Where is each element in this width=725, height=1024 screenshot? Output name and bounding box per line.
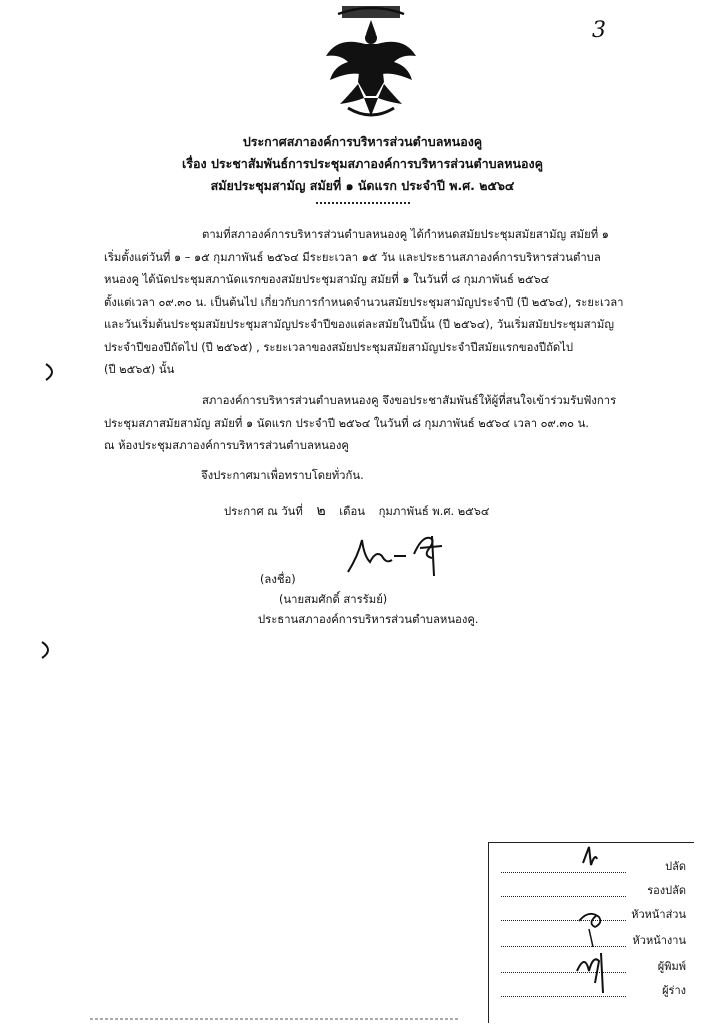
paragraph-line: (ปี ๒๕๖๕) นั้น xyxy=(104,363,175,376)
stamp-row-label: หัวหน้างาน xyxy=(632,934,686,947)
page-number: 3 xyxy=(592,18,606,43)
paragraph-line: ประจำปีของปีถัดไป (ปี ๒๕๖๕) , ระยะเวลาของสมัยประชุมสมัยสามัญประจำปีสมัยแรกของปีถัดไป xyxy=(104,340,574,354)
stamp-row-label: ผู้ร่าง xyxy=(662,984,686,997)
announcement-date xyxy=(224,500,489,522)
stamp-row-label: ผู้พิมพ์ xyxy=(657,960,686,973)
handwritten-initials xyxy=(569,843,649,1018)
routing-stamp xyxy=(488,842,694,1023)
paragraph-line: และวันเริ่มต้นประชุมสมัยประชุมสามัญประจำปีของแต่ละสมัยในปีนั้น (ปี ๒๕๖๔), วันเริ่มสมัยประชุมสามัญ xyxy=(104,318,614,331)
body-paragraph-2 xyxy=(104,390,616,458)
announcement-session: สมัยประชุมสามัญ สมัยที่ ๑ นัดแรก ประจำปี พ.ศ. ๒๕๖๔ xyxy=(210,178,515,193)
paragraph-line: หนองคู ได้นัดประชุมสภานัดแรกของสมัยประชุมสามัญ สมัยที่ ๑ ในวันที่ ๘ กุมภาพันธ์ ๒๕๖๔ xyxy=(104,273,550,286)
paragraph-line: ณ ห้องประชุมสภาองค์การบริหารส่วนตำบลหนองคู xyxy=(104,439,349,452)
binder-hole-icon xyxy=(42,362,60,382)
header-divider xyxy=(316,194,410,204)
date-prefix: ประกาศ ณ วันที่ xyxy=(224,505,303,518)
garuda-seal xyxy=(318,0,424,122)
closing-statement: จึงประกาศมาเพื่อทราบโดยทั่วกัน. xyxy=(201,469,364,482)
paragraph-line: ประชุมสภาสมัยสามัญ สมัยที่ ๑ นัดแรก ประจำปี ๒๕๖๔ ในวันที่ ๘ กุมภาพันธ์ ๒๕๖๔ เวลา ๐๙.๓๐ น. xyxy=(104,416,589,430)
handwritten-signature xyxy=(344,526,464,586)
paragraph-line: สภาองค์การบริหารส่วนตำบลหนองคู จึงขอประชาสัมพันธ์ให้ผู้ที่สนใจเข้าร่วมรับฟังการ xyxy=(202,394,617,407)
paragraph-line: เริ่มตั้งแต่วันที่ ๑ – ๑๕ กุมภาพันธ์ ๒๕๖๔ มีระยะเวลา ๑๕ วัน และประธานสภาองค์การบริหารส่วนตำบล xyxy=(104,250,601,264)
date-month-year: กุมภาพันธ์ พ.ศ. ๒๕๖๔ xyxy=(378,505,490,518)
body-paragraph-1 xyxy=(104,224,624,382)
date-day: ๒ xyxy=(316,503,326,519)
announcement-subject: เรื่อง ประชาสัมพันธ์การประชุมสภาองค์การบริหารส่วนตำบลหนองคู xyxy=(182,156,543,171)
paragraph-line: ตั้งแต่เวลา ๐๙.๓๐ น. เป็นต้นไป เกี่ยวกับการกำหนดจำนวนสมัยประชุมสามัญประจำปี (ปี ๒๕๖๔), ระยะเวลา xyxy=(104,295,624,309)
binder-hole-icon xyxy=(38,640,56,660)
signer-name: (นายสมศักดิ์ สารรัมย์) xyxy=(279,593,388,606)
signed-label: (ลงชื่อ) xyxy=(260,573,296,586)
paragraph-line: ตามที่สภาองค์การบริหารส่วนตำบลหนองคู ได้กำหนดสมัยประชุมสมัยสามัญ สมัยที่ ๑ xyxy=(202,228,609,241)
bottom-rule xyxy=(0,1018,725,1020)
date-month-label: เดือน xyxy=(339,505,365,518)
announcement-title: ประกาศสภาองค์การบริหารส่วนตำบลหนองคู xyxy=(242,134,483,149)
stamp-row-label: หัวหน้าส่วน xyxy=(631,908,686,921)
stamp-row-label: รองปลัด xyxy=(647,884,686,897)
signer-title: ประธานสภาองค์การบริหารส่วนตำบลหนองคู. xyxy=(258,613,479,626)
stamp-row-label: ปลัด xyxy=(665,860,686,873)
